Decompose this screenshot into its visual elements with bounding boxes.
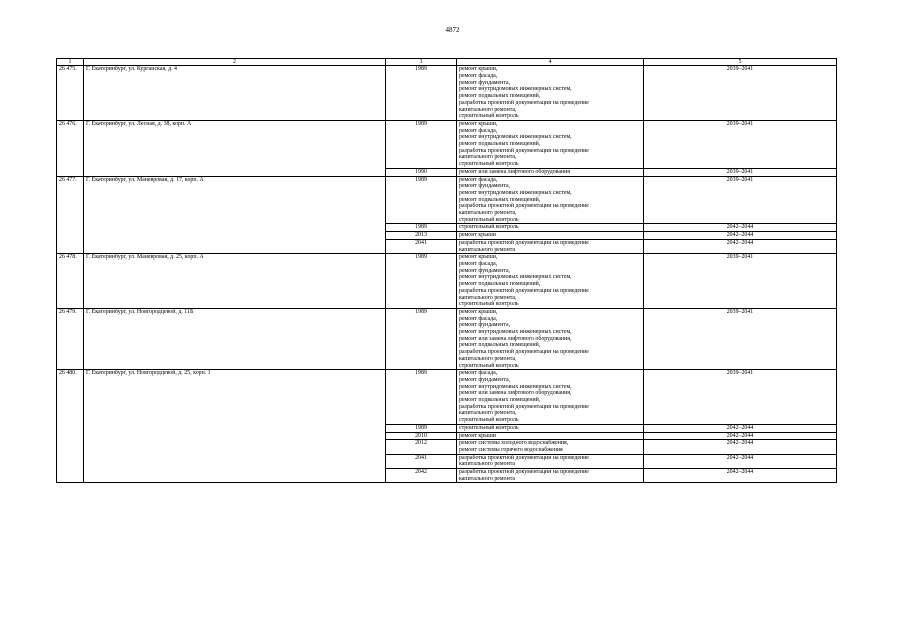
work-item: ремонт внутридомовых инженерных систем,: [459, 189, 572, 196]
work-item: ремонт фасада,: [459, 260, 498, 267]
work-types: [457, 440, 644, 454]
work-item: разработка проектной документации на проведение: [459, 147, 589, 154]
planned-period: 2042–2044: [644, 432, 837, 440]
work-item: ремонт фасада,: [459, 176, 498, 183]
table-body: [57, 59, 837, 483]
work-item: ремонт крыши: [459, 432, 496, 439]
table-row: [57, 254, 837, 309]
planned-period: 2039–2041: [644, 176, 837, 224]
work-types: [457, 308, 644, 369]
work-item: капитального ремонта: [459, 461, 515, 468]
entry-address: Г. Екатеринбург, ул. Маневровая, д. 17, корп. А: [84, 176, 386, 254]
work-item: капитального ремонта: [459, 246, 515, 253]
work-item: ремонт фасада,: [459, 315, 498, 322]
work-types: [457, 66, 644, 121]
work-types: [457, 454, 644, 468]
build-year: 1989: [386, 120, 457, 168]
work-item: капитального ремонта,: [459, 210, 517, 217]
planned-period: 2039–2041: [644, 308, 837, 369]
work-item: разработка проектной документации на проведение: [459, 239, 589, 246]
header-cell-1: 1: [57, 59, 84, 66]
planned-period: 2039–2041: [644, 254, 837, 309]
work-item: ремонт внутридомовых инженерных систем,: [459, 383, 572, 390]
build-year: 1989: [386, 224, 457, 232]
work-item: разработка проектной документации на проведение: [459, 454, 589, 461]
work-item: разработка проектной документации на проведение: [459, 287, 589, 294]
planned-period: 2042–2044: [644, 224, 837, 232]
work-types: [457, 254, 644, 309]
work-item: капитального ремонта,: [459, 355, 517, 362]
planned-period: 2039–2041: [644, 168, 837, 176]
table-row: [57, 308, 837, 369]
entry-number: 26 476.: [57, 120, 84, 176]
work-item: ремонт фундамента,: [459, 267, 511, 274]
build-year: 2013: [386, 232, 457, 240]
page-number: 4872: [445, 26, 460, 34]
work-item: ремонт внутридомовых инженерных систем,: [459, 86, 572, 93]
planned-period: 2039–2041: [644, 66, 837, 121]
work-item: ремонт крыши,: [459, 308, 498, 315]
work-item: ремонт крыши,: [459, 66, 498, 73]
build-year: 2012: [386, 440, 457, 454]
work-item: ремонт фасада,: [459, 73, 498, 79]
work-item: строительный контроль: [459, 417, 519, 424]
work-item: капитального ремонта,: [459, 154, 517, 161]
entry-address: Г. Екатеринбург, ул. Курганская, д. 4: [84, 66, 386, 121]
work-item: ремонт фундамента,: [459, 79, 511, 86]
planned-period: 2042–2044: [644, 424, 837, 432]
work-item: капитального ремонта,: [459, 410, 517, 417]
build-year: 2010: [386, 432, 457, 440]
planned-period: 2042–2044: [644, 232, 837, 240]
entry-address: Г. Екатеринбург, ул. Лесная, д. 38, корп. А: [84, 120, 386, 176]
work-item: строительный контроль: [459, 161, 519, 168]
planned-period: 2042–2044: [644, 454, 837, 468]
work-item: ремонт фундамента,: [459, 183, 511, 190]
planned-period: 2042–2044: [644, 239, 837, 253]
build-year: 1989: [386, 424, 457, 432]
table-row: [57, 120, 837, 168]
work-item: капитального ремонта: [459, 475, 515, 482]
header-cell-2: 2: [84, 59, 386, 66]
work-item: ремонт крыши,: [459, 254, 498, 261]
build-year: 1989: [386, 66, 457, 121]
work-item: строительный контроль: [459, 424, 519, 431]
work-item: ремонт подвальных помещений,: [459, 196, 541, 203]
work-item: ремонт фундамента,: [459, 376, 511, 383]
work-item: строительный контроль: [459, 362, 519, 369]
work-types: [457, 120, 644, 168]
work-item: строительный контроль: [459, 301, 519, 308]
work-item: разработка проектной документации на проведение: [459, 203, 589, 210]
work-item: ремонт подвальных помещений,: [459, 397, 541, 404]
entry-number: 26 479.: [57, 308, 84, 369]
work-item: ремонт или замена лифтового оборудования: [459, 168, 571, 175]
build-year: 1989: [386, 308, 457, 369]
work-item: строительный контроль: [459, 224, 519, 231]
work-item: ремонт подвальных помещений,: [459, 281, 541, 288]
header-cell-5: 5: [644, 59, 837, 66]
build-year: 1990: [386, 168, 457, 176]
work-item: строительный контроль: [459, 216, 519, 223]
work-types: [457, 176, 644, 224]
table-row: [57, 370, 837, 425]
work-types: [457, 239, 644, 253]
work-item: ремонт внутридомовых инженерных систем,: [459, 274, 572, 281]
work-item: капитального ремонта,: [459, 106, 517, 113]
work-item: ремонт крыши,: [459, 120, 498, 127]
work-item: ремонт внутридомовых инженерных систем,: [459, 134, 572, 141]
work-item: капитального ремонта,: [459, 294, 517, 301]
entry-number: 26 477.: [57, 176, 84, 254]
planned-period: 2039–2041: [644, 120, 837, 168]
work-item: ремонт системы холодного водоснабжения,: [459, 440, 569, 447]
entry-address: Г. Екатеринбург, ул. Новгородцевой, д. 25, корп. 1: [84, 370, 386, 483]
work-item: ремонт подвальных помещений,: [459, 342, 541, 349]
build-year: 2041: [386, 239, 457, 253]
work-types: [457, 168, 644, 176]
build-year: 2042: [386, 469, 457, 483]
work-item: ремонт внутридомовых инженерных систем,: [459, 329, 572, 336]
work-item: ремонт системы горячего водоснабжения: [459, 446, 563, 453]
work-types: [457, 469, 644, 483]
entry-address: Г. Екатеринбург, ул. Маневровая, д. 25, корп. А: [84, 254, 386, 309]
work-types: [457, 370, 644, 425]
build-year: 1989: [386, 254, 457, 309]
work-types: [457, 424, 644, 432]
work-item: строительный контроль: [459, 113, 519, 120]
entry-number: 26 480.: [57, 370, 84, 483]
header-row: [57, 59, 837, 66]
work-item: разработка проектной документации на проведение: [459, 403, 589, 410]
work-item: ремонт фундамента,: [459, 322, 511, 329]
entry-number: 26 475.: [57, 66, 84, 121]
work-item: разработка проектной документации на проведение: [459, 469, 589, 476]
planned-period: 2042–2044: [644, 440, 837, 454]
entry-number: 26 478.: [57, 254, 84, 309]
work-types: [457, 432, 644, 440]
table-row: [57, 66, 837, 121]
build-year: 1989: [386, 176, 457, 224]
header-cell-4: 4: [457, 59, 644, 66]
work-item: разработка проектной документации на проведение: [459, 349, 589, 356]
work-types: [457, 224, 644, 232]
entry-address: Г. Екатеринбург, ул. Новгородцевой, д. 11Б: [84, 308, 386, 369]
repair-schedule-table: [56, 58, 837, 483]
work-item: ремонт или замена лифтового оборудования,: [459, 335, 572, 342]
planned-period: 2039–2041: [644, 370, 837, 425]
work-item: ремонт фасада,: [459, 370, 498, 377]
work-item: ремонт фасада,: [459, 127, 498, 134]
build-year: 2041: [386, 454, 457, 468]
work-item: ремонт крыши: [459, 232, 496, 239]
work-item: ремонт подвальных помещений,: [459, 141, 541, 148]
table-row: [57, 176, 837, 224]
work-item: ремонт подвальных помещений,: [459, 93, 541, 100]
header-cell-3: 3: [386, 59, 457, 66]
planned-period: 2042–2044: [644, 469, 837, 483]
work-item: разработка проектной документации на проведение: [459, 99, 589, 106]
work-types: [457, 232, 644, 240]
work-item: ремонт или замена лифтового оборудования,: [459, 390, 572, 397]
build-year: 1989: [386, 370, 457, 425]
